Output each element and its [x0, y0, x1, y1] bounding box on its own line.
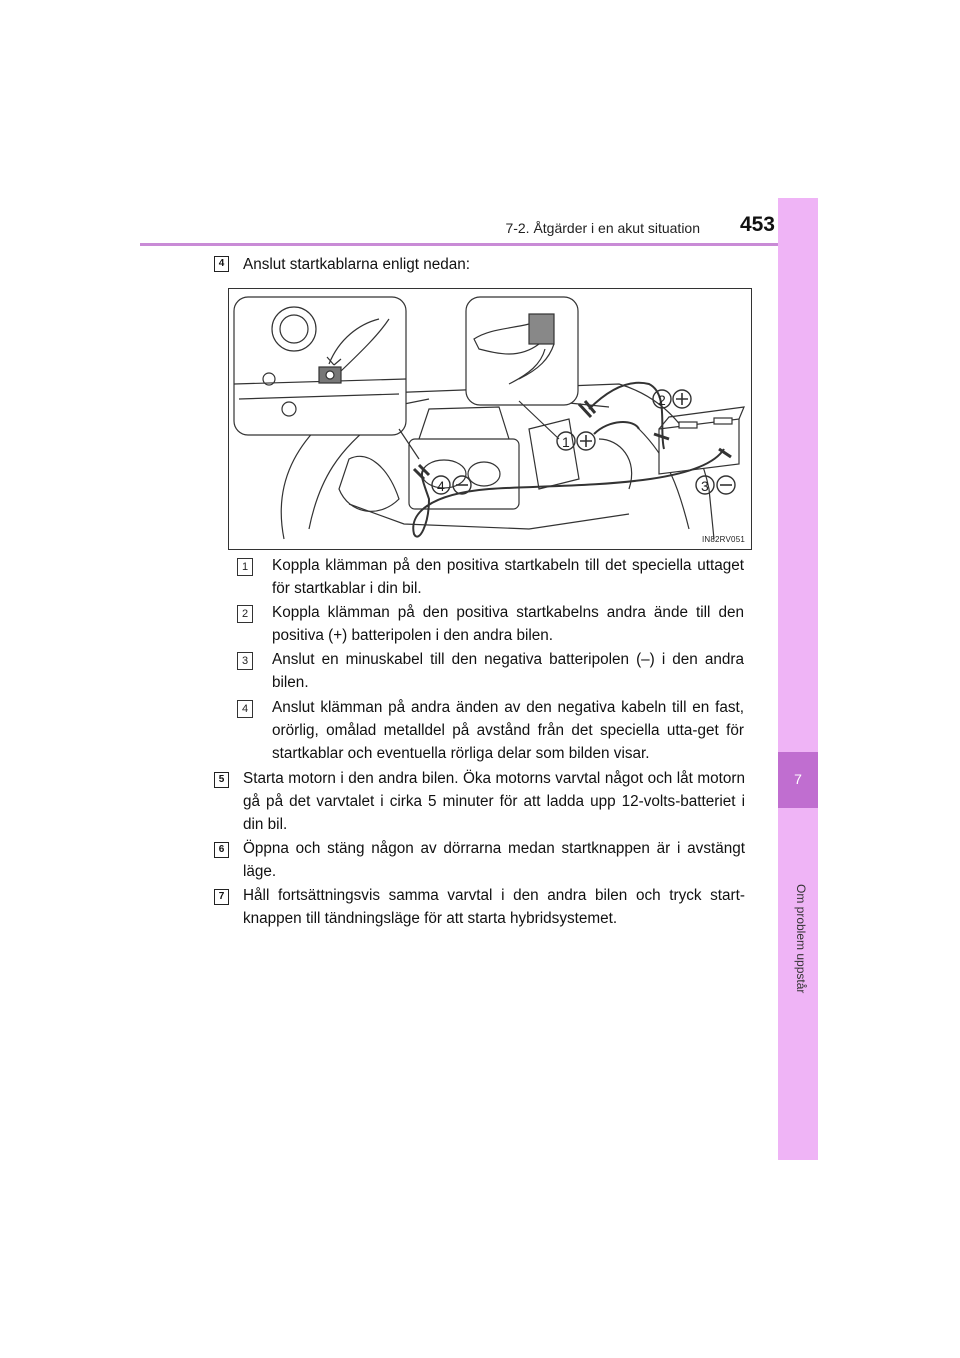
substep-2-text: Koppla klämman på den positiva startkabelns andra ände till den positiva (+) batteripolen i den andra bilen.: [272, 604, 744, 644]
step-number-5: 5: [214, 772, 229, 788]
engine-bay-drawing: [229, 289, 751, 549]
section-title: 7-2. Åtgärder i en akut situation: [505, 220, 700, 236]
step-number-7: 7: [214, 889, 229, 905]
step-7-text: Håll fortsättningsvis samma varvtal i den andra bilen och tryck start-knappen till tändningsläge för att starta hybridsystemet.: [243, 887, 745, 927]
header-divider: [140, 243, 818, 246]
svg-text:4: 4: [437, 478, 445, 494]
substep-3-text: Anslut en minuskabel till den negativa batteripolen (–) i den andra bilen.: [272, 651, 744, 691]
step-6-text: Öppna och stäng någon av dörrarna medan startknappen är i avstängt läge.: [243, 840, 745, 880]
substep-number-4: 4: [237, 700, 253, 718]
step-number-6: 6: [214, 842, 229, 858]
svg-text:2: 2: [658, 392, 666, 408]
jump-start-illustration: [228, 288, 752, 550]
chapter-number: 7: [794, 771, 802, 787]
step-5-text: Starta motorn i den andra bilen. Öka motorns varvtal något och låt motorn gå på det varvtalet i cirka 5 minuter för att ladda upp 12-volts-batteriet i din bil.: [243, 770, 745, 833]
substep-number-2: 2: [237, 605, 253, 623]
substep-number-1: 1: [237, 558, 253, 576]
substep-number-3: 3: [237, 652, 253, 670]
svg-text:3: 3: [701, 478, 709, 494]
chapter-label: Om problem uppstår: [794, 884, 808, 994]
substep-1-text: Koppla klämman på den positiva startkabeln till det speciella uttaget för startkablar i din bil.: [272, 557, 744, 597]
step-number-4: 4: [214, 256, 229, 272]
step-4-text: Anslut startkablarna enligt nedan:: [243, 256, 471, 273]
chapter-side-tab: [778, 198, 818, 1160]
page-number: 453: [739, 213, 775, 236]
svg-text:1: 1: [562, 434, 570, 450]
substep-4-text: Anslut klämman på andra änden av den negativa kabeln till en fast, orörlig, omålad metalldel på avstånd från det speciella utta-get för startkablar och eventuella rörliga delar som bilden visar.: [272, 699, 744, 762]
figure-code: IN82RV051: [701, 535, 745, 544]
